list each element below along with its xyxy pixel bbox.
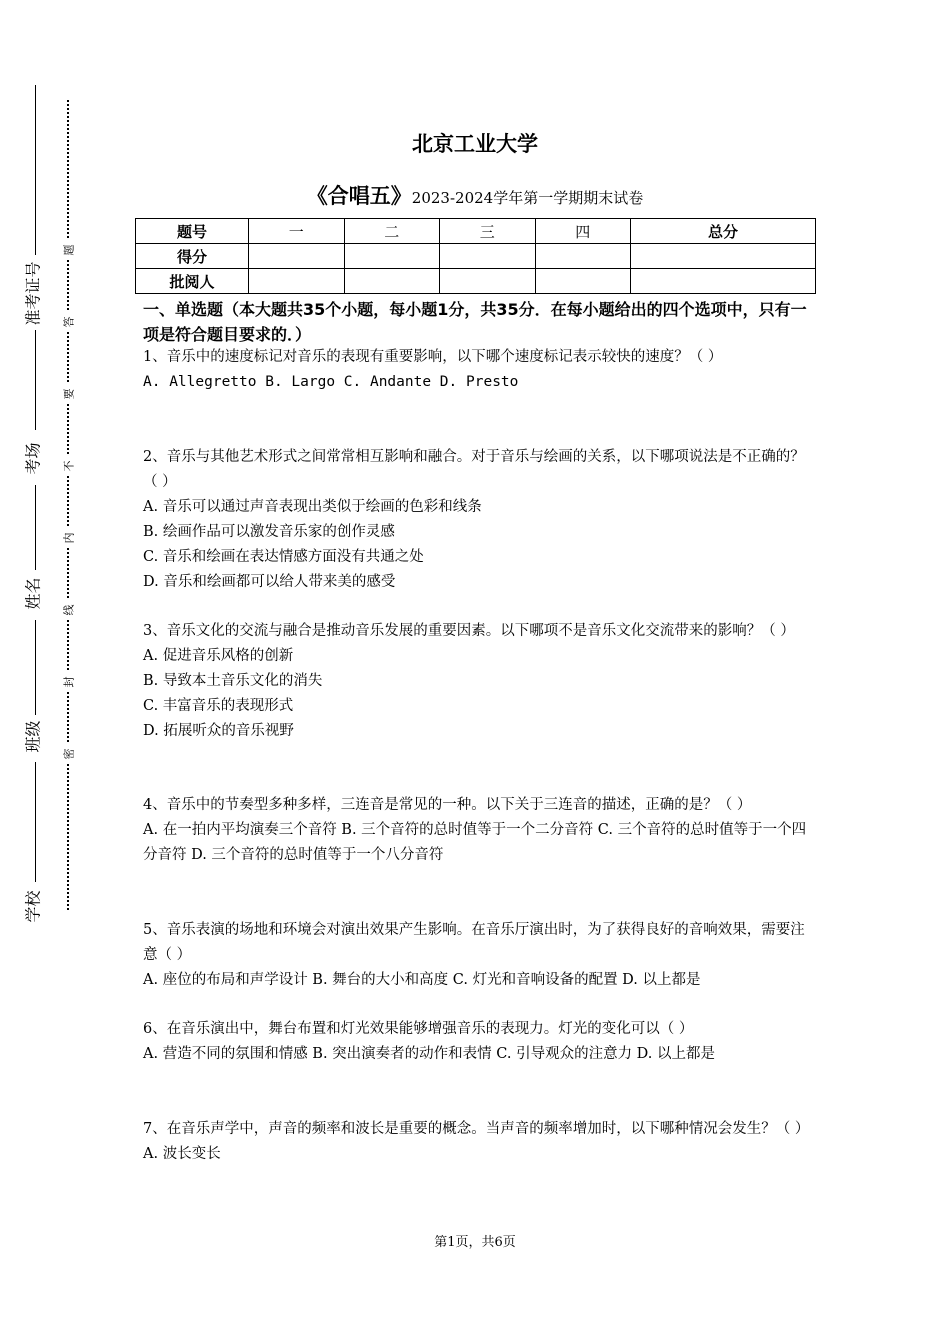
question-option: C. 丰富音乐的表现形式 [143, 698, 294, 714]
binding-line [35, 85, 36, 255]
seal-char: 要 [58, 384, 78, 404]
seal-char: 密 [58, 744, 78, 764]
question-1 [143, 345, 813, 395]
score-cell[interactable] [440, 244, 536, 269]
question-options: A. 座位的布局和声学设计 B. 舞台的大小和高度 C. 灯光和音响设备的配置 D. 以上都是 [143, 972, 701, 988]
question-options: A. 在一拍内平均演奏三个音符 B. 三个音符的总时值等于一个二分音符 C. 三个音符的总时值等于一个四分音符 D. 三个音符的总时值等于一个八分音符 [143, 822, 807, 863]
reviewer-cell[interactable] [631, 269, 816, 294]
seal-char: 线 [58, 600, 78, 620]
score-header-cell: 总分 [631, 219, 816, 244]
question-stem: 6、在音乐演出中，舞台布置和灯光效果能够增强音乐的表现力。灯光的变化可以（ ） [143, 1021, 694, 1037]
exam-subtitle [0, 180, 950, 210]
reviewer-row-label: 批阅人 [136, 269, 249, 294]
university-title: 北京工业大学 [412, 132, 538, 156]
score-header-cell: 四 [535, 219, 631, 244]
seal-char: 封 [58, 672, 78, 692]
score-header-cell: 三 [440, 219, 536, 244]
question-stem: 7、在音乐声学中，声音的频率和波长是重要的概念。当声音的频率增加时，以下哪种情况会发生？（ ） [143, 1121, 810, 1137]
score-cell[interactable] [249, 244, 345, 269]
question-option: D. 音乐和绘画都可以给人带来美的感受 [143, 574, 396, 590]
question-3 [143, 619, 813, 744]
exam-title: 2023-2024学年第一学期期末试卷 [411, 189, 644, 207]
question-option: D. 拓展听众的音乐视野 [143, 723, 294, 739]
question-stem: 4、音乐中的节奏型多种多样，三连音是常见的一种。以下关于三连音的描述，正确的是？（ ） [143, 797, 752, 813]
question-2 [143, 445, 813, 595]
seal-char: 答 [58, 312, 78, 332]
binding-line [35, 620, 36, 715]
question-stem: 5、音乐表演的场地和环境会对演出效果产生影响。在音乐厅演出时，为了获得良好的音响效果，需要注意（ ） [143, 922, 805, 963]
reviewer-cell[interactable] [440, 269, 536, 294]
question-stem: 2、音乐与其他艺术形式之间常常相互影响和融合。对于音乐与绘画的关系，以下哪项说法是不正确的？（ ） [143, 449, 805, 490]
page-footer: 第1页，共6页 [434, 1235, 516, 1250]
question-5 [143, 918, 813, 993]
question-option: B. 绘画作品可以激发音乐家的创作灵感 [143, 524, 395, 540]
score-cell[interactable] [631, 244, 816, 269]
score-row-label: 得分 [136, 244, 249, 269]
question-option: A. 促进音乐风格的创新 [143, 648, 294, 664]
binding-label-school: 学校 [23, 889, 43, 923]
binding-label-exam-room: 考场 [23, 441, 43, 475]
question-6 [143, 1017, 813, 1067]
reviewer-row [136, 269, 816, 294]
binding-line [35, 485, 36, 570]
question-4 [143, 793, 813, 868]
score-cell[interactable] [344, 244, 440, 269]
score-row [136, 244, 816, 269]
binding-line [35, 330, 36, 430]
binding-label-name: 姓名 [23, 576, 43, 610]
reviewer-cell[interactable] [249, 269, 345, 294]
question-option: B. 导致本土音乐文化的消失 [143, 673, 323, 689]
score-header-cell: 一 [249, 219, 345, 244]
question-option: A. 音乐可以通过声音表现出类似于绘画的色彩和线条 [143, 499, 482, 515]
score-cell[interactable] [535, 244, 631, 269]
score-header-cell: 题号 [136, 219, 249, 244]
reviewer-cell[interactable] [535, 269, 631, 294]
binding-line [35, 762, 36, 882]
question-stem: 3、音乐文化的交流与融合是推动音乐发展的重要因素。以下哪项不是音乐文化交流带来的影响？（ ） [143, 623, 795, 639]
section-title: 一、单选题（本大题共35个小题，每小题1分，共35分．在每小题给出的四个选项中，只有一项是符合题目要求的．） [143, 300, 807, 344]
seal-dotted-line [67, 100, 69, 910]
score-table [135, 218, 816, 294]
score-table-header-row [136, 219, 816, 244]
binding-label-class: 班级 [23, 719, 43, 753]
course-name: 《合唱五》 [306, 184, 412, 208]
score-header-cell: 二 [344, 219, 440, 244]
question-options: A. Allegretto B. Largo C. Andante D. Presto [143, 374, 519, 390]
question-option: C. 音乐和绘画在表达情感方面没有共通之处 [143, 549, 424, 565]
question-option: A. 波长变长 [143, 1146, 221, 1162]
seal-char: 内 [58, 528, 78, 548]
seal-char: 题 [58, 240, 78, 260]
reviewer-cell[interactable] [344, 269, 440, 294]
seal-char: 不 [58, 456, 78, 476]
binding-label-exam-number: 准考证号 [23, 260, 43, 326]
question-7 [143, 1117, 813, 1167]
question-stem: 1、音乐中的速度标记对音乐的表现有重要影响，以下哪个速度标记表示较快的速度？（ ） [143, 349, 723, 365]
question-options: A. 营造不同的氛围和情感 B. 突出演奏者的动作和表情 C. 引导观众的注意力 D. 以上都是 [143, 1046, 716, 1062]
